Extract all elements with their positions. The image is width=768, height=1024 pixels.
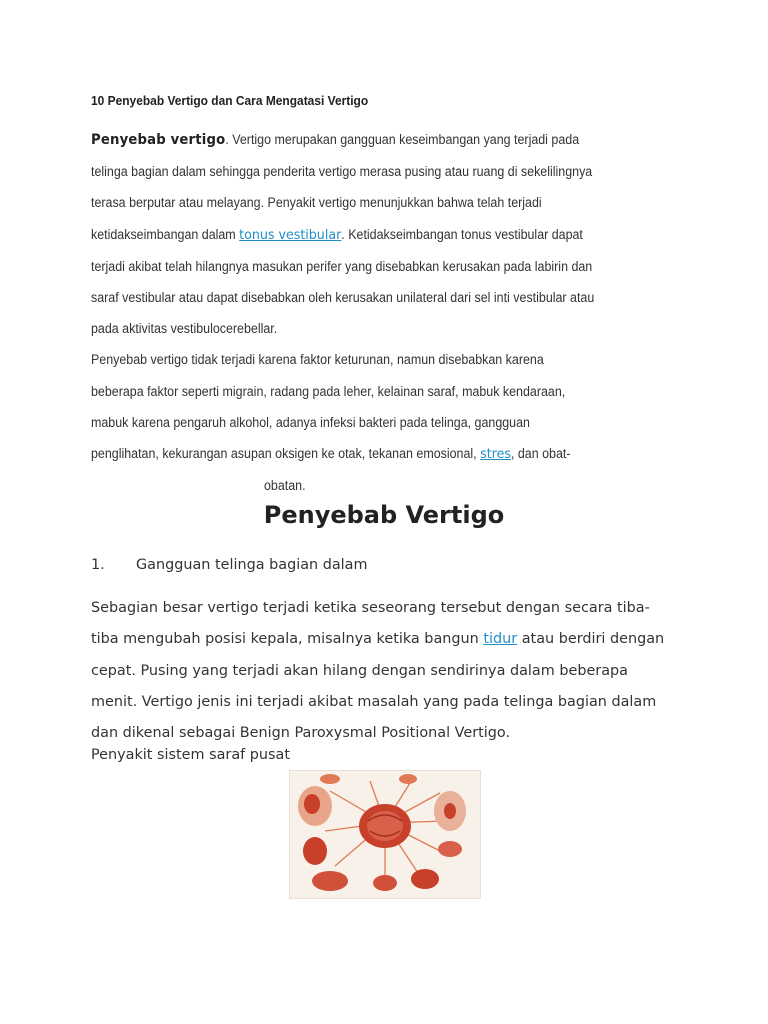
intro-line: Penyebab vertigo tidak terjadi karena faktor keturunan, namun disebabkan karena xyxy=(91,352,544,368)
intro-line: telinga bagian dalam sehingga penderita vertigo merasa pusing atau ruang di sekelilingnya xyxy=(91,164,593,180)
link-tonus-vestibular[interactable]: tonus vestibular xyxy=(239,226,342,243)
intro-text: . Vertigo merupakan gangguan keseimbangan yang terjadi pada xyxy=(225,132,580,147)
list-item xyxy=(91,557,368,573)
section-heading: Penyebab Vertigo xyxy=(263,501,505,529)
body-line: dan dikenal sebagai Benign Paroxysmal Positional Vertigo. xyxy=(91,725,511,742)
intro-line: obatan. xyxy=(263,478,306,494)
intro-paragraph xyxy=(91,124,691,501)
body-text: atau berdiri dengan xyxy=(517,631,665,648)
intro-line: pada aktivitas vestibulocerebellar. xyxy=(91,321,278,337)
intro-text: . Ketidakseimbangan tonus vestibular dapat xyxy=(341,226,583,242)
intro-line xyxy=(91,124,649,156)
body-line xyxy=(91,624,691,655)
link-stres[interactable]: stres xyxy=(480,446,511,463)
body-line: cepat. Pusing yang terjadi akan hilang dengan sendirinya dalam beberapa xyxy=(91,662,628,679)
subheading: Penyakit sistem saraf pusat xyxy=(91,747,291,763)
body-line: Sebagian besar vertigo terjadi ketika seseorang tersebut dengan secara tiba- xyxy=(91,600,650,616)
nervous-system-illustration xyxy=(289,770,481,899)
link-tidur[interactable]: tidur xyxy=(483,631,518,648)
body-paragraph xyxy=(91,593,691,749)
intro-line: terjadi akibat telah hilangnya masukan perifer yang disebabkan kerusakan pada labirin dan xyxy=(91,258,593,274)
intro-line: terasa berputar atau melayang. Penyakit vertigo menunjukkan bahwa telah terjadi xyxy=(91,195,542,211)
list-number: 1. xyxy=(91,557,105,573)
intro-line: mabuk karena pengaruh alkohol, adanya infeksi bakteri pada telinga, gangguan xyxy=(91,414,530,430)
list-text: Gangguan telinga bagian dalam xyxy=(136,557,368,573)
intro-line: beberapa faktor seperti migrain, radang pada leher, kelainan saraf, mabuk kendaraan, xyxy=(91,383,566,399)
document-title: 10 Penyebab Vertigo dan Cara Mengatasi Vertigo xyxy=(91,93,369,108)
intro-line xyxy=(91,438,649,470)
intro-text: , dan obat- xyxy=(510,446,571,462)
anatomy-diagram-icon xyxy=(290,771,480,898)
body-line: menit. Vertigo jenis ini terjadi akibat masalah yang pada telinga bagian dalam xyxy=(91,693,657,710)
intro-line: saraf vestibular atau dapat disebabkan oleh kerusakan unilateral dari sel inti vestibular atau xyxy=(91,290,595,306)
intro-text: penglihatan, kekurangan asupan oksigen ke otak, tekanan emosional, xyxy=(91,446,481,462)
lead-term: Penyebab vertigo xyxy=(91,132,226,148)
body-text: tiba mengubah posisi kepala, misalnya ketika bangun xyxy=(91,631,484,648)
intro-text: ketidakseimbangan dalam xyxy=(91,226,240,242)
intro-line xyxy=(91,219,649,251)
